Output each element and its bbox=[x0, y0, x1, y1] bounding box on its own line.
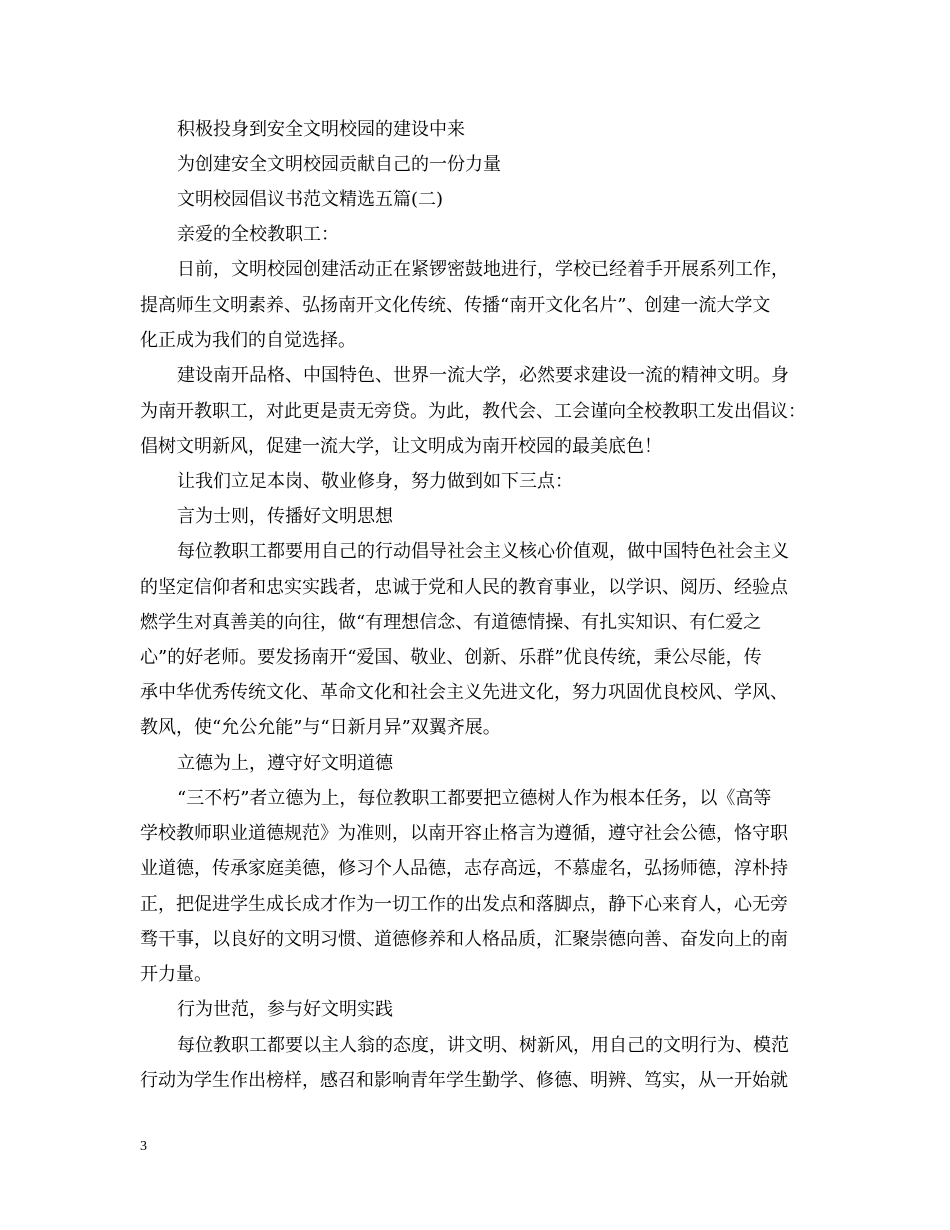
text-line: “三不朽”者立德为上，每位教职工都要把立德树人作为根本任务，以《高等 bbox=[177, 788, 772, 809]
text-line: 承中华优秀传统文化、革命文化和社会主义先进文化，努力巩固优良校风、学风、 bbox=[140, 682, 788, 703]
text-line: 积极投身到安全文明校园的建设中来 bbox=[177, 119, 465, 140]
text-line: 每位教职工都要用自己的行动倡导社会主义核心价值观，做中国特色社会主义 bbox=[177, 541, 789, 562]
text-line: 立德为上，遵守好文明道德 bbox=[177, 753, 393, 774]
text-line: 心”的好老师。要发扬南开“爱国、敬业、创新、乐群”优良传统，秉公尽能，传 bbox=[140, 647, 762, 668]
text-line: 日前，文明校园创建活动正在紧锣密鼓地进行，学校已经着手开展系列工作， bbox=[177, 259, 789, 280]
text-line: 让我们立足本岗、敬业修身，努力做到如下三点： bbox=[177, 471, 573, 492]
text-line: 倡树文明新风，促建一流大学，让文明成为南开校园的最美底色！ bbox=[140, 436, 662, 457]
text-line: 燃学生对真善美的向往，做“有理想信念、有道德情操、有扎实知识、有仁爱之 bbox=[140, 612, 762, 633]
text-line: 正，把促进学生成长成才作为一切工作的出发点和落脚点，静下心来育人，心无旁 bbox=[140, 894, 788, 915]
text-line: 文明校园倡议书范文精选五篇(二) bbox=[177, 189, 444, 210]
text-line: 亲爱的全校教职工： bbox=[177, 224, 339, 245]
text-line: 业道德，传承家庭美德，修习个人品德，志存高远，不慕虚名，弘扬师德，淳朴持 bbox=[140, 858, 788, 879]
text-line: 建设南开品格、中国特色、世界一流大学，必然要求建设一流的精神文明。身 bbox=[177, 365, 789, 386]
text-line: 的坚定信仰者和忠实实践者，忠诚于党和人民的教育事业，以学识、阅历、经验点 bbox=[140, 577, 788, 598]
text-line: 言为士则，传播好文明思想 bbox=[177, 506, 393, 527]
text-line: 行为世范，参与好文明实践 bbox=[177, 999, 393, 1020]
text-line: 教风，使“允公允能”与“日新月异”双翼齐展。 bbox=[140, 717, 501, 738]
page-number: 3 bbox=[140, 1139, 147, 1154]
text-line: 开力量。 bbox=[140, 964, 212, 985]
text-line: 学校教师职业道德规范》为准则，以南开容止格言为遵循，遵守社会公德，恪守职 bbox=[140, 823, 788, 844]
text-line: 每位教职工都要以主人翁的态度，讲文明、树新风，用自己的文明行为、模范 bbox=[177, 1035, 789, 1056]
text-line: 为南开教职工，对此更是责无旁贷。为此，教代会、工会谨向全校教职工发出倡议： bbox=[140, 401, 806, 422]
text-line: 骛干事，以良好的文明习惯、道德修养和人格品质，汇聚崇德向善、奋发向上的南 bbox=[140, 929, 788, 950]
text-line: 行动为学生作出榜样，感召和影响青年学生勤学、修德、明辨、笃实，从一开始就 bbox=[140, 1070, 788, 1091]
text-line: 提高师生文明素养、弘扬南开文化传统、传播“南开文化名片”、创建一流大学文 bbox=[140, 295, 771, 316]
text-line: 为创建安全文明校园贡献自己的一份力量 bbox=[177, 154, 501, 175]
text-line: 化正成为我们的自觉选择。 bbox=[140, 330, 356, 351]
